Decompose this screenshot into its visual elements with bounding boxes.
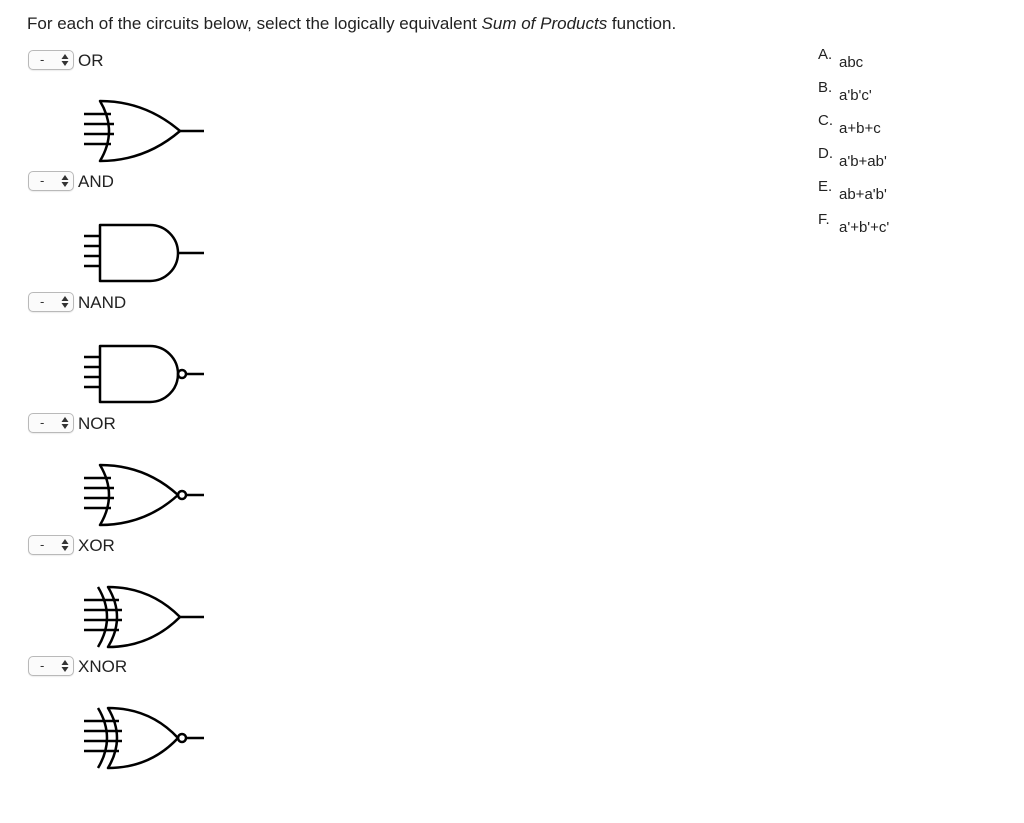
updown-arrows-icon bbox=[60, 537, 70, 553]
question-row-nand bbox=[28, 292, 328, 314]
answer-select-xnor[interactable] bbox=[28, 656, 74, 676]
choice-letter: A. bbox=[818, 46, 833, 63]
question-row-or bbox=[28, 50, 328, 72]
answer-select-nand[interactable] bbox=[28, 292, 74, 312]
choice-e bbox=[818, 178, 998, 208]
choice-d bbox=[818, 145, 998, 175]
question-row-xor bbox=[28, 535, 328, 557]
and-gate-icon bbox=[70, 212, 210, 292]
choice-letter: F. bbox=[818, 211, 830, 228]
select-value: - bbox=[40, 294, 45, 309]
or-gate-diagram bbox=[70, 90, 210, 170]
answer-select-xor[interactable] bbox=[28, 535, 74, 555]
select-value: - bbox=[40, 537, 45, 552]
gate-label-xor: XOR bbox=[78, 536, 115, 555]
updown-arrows-icon bbox=[60, 415, 70, 431]
choice-b bbox=[818, 79, 998, 109]
xnor-gate-diagram bbox=[70, 697, 210, 777]
choice-expression: a+b+c bbox=[839, 120, 881, 137]
or-gate-icon bbox=[70, 90, 210, 170]
choice-f bbox=[818, 211, 998, 241]
prompt-emphasis: Sum of Products bbox=[481, 14, 608, 33]
nand-gate-icon bbox=[70, 333, 210, 413]
updown-arrows-icon bbox=[60, 173, 70, 189]
gate-label-nand: NAND bbox=[78, 293, 127, 312]
choice-expression: a'b+ab' bbox=[839, 153, 887, 170]
prompt-text-end: function. bbox=[607, 14, 677, 33]
select-value: - bbox=[40, 52, 45, 67]
gate-label-xnor: XNOR bbox=[78, 657, 128, 676]
nand-gate-diagram bbox=[70, 333, 210, 413]
select-value: - bbox=[40, 173, 45, 188]
question-row-and bbox=[28, 171, 328, 193]
nor-gate-icon bbox=[70, 454, 210, 534]
gate-label-and: AND bbox=[78, 172, 114, 191]
xor-gate-diagram bbox=[70, 576, 210, 656]
choice-a bbox=[818, 46, 998, 76]
choice-letter: D. bbox=[818, 145, 833, 162]
question-prompt bbox=[27, 14, 676, 34]
choice-c bbox=[818, 112, 998, 142]
updown-arrows-icon bbox=[60, 52, 70, 68]
xnor-gate-icon bbox=[70, 697, 210, 777]
gate-label-or: OR bbox=[78, 51, 104, 70]
choice-expression: abc bbox=[839, 54, 864, 71]
choice-letter: C. bbox=[818, 112, 833, 129]
select-value: - bbox=[40, 415, 45, 430]
choice-expression: a'b'c' bbox=[839, 87, 872, 104]
answer-select-and[interactable] bbox=[28, 171, 74, 191]
xor-gate-icon bbox=[70, 576, 210, 656]
prompt-text: For each of the circuits below, select the logically equivalent bbox=[27, 14, 482, 33]
choice-letter: B. bbox=[818, 79, 833, 96]
gate-label-nor: NOR bbox=[78, 414, 116, 433]
answer-select-nor[interactable] bbox=[28, 413, 74, 433]
updown-arrows-icon bbox=[60, 658, 70, 674]
choice-expression: ab+a'b' bbox=[839, 186, 887, 203]
question-row-nor bbox=[28, 413, 328, 435]
choice-letter: E. bbox=[818, 178, 833, 195]
answer-select-or[interactable] bbox=[28, 50, 74, 70]
updown-arrows-icon bbox=[60, 294, 70, 310]
nor-gate-diagram bbox=[70, 454, 210, 534]
select-value: - bbox=[40, 658, 45, 673]
and-gate-diagram bbox=[70, 212, 210, 292]
choice-expression: a'+b'+c' bbox=[839, 219, 890, 236]
question-row-xnor bbox=[28, 656, 328, 678]
